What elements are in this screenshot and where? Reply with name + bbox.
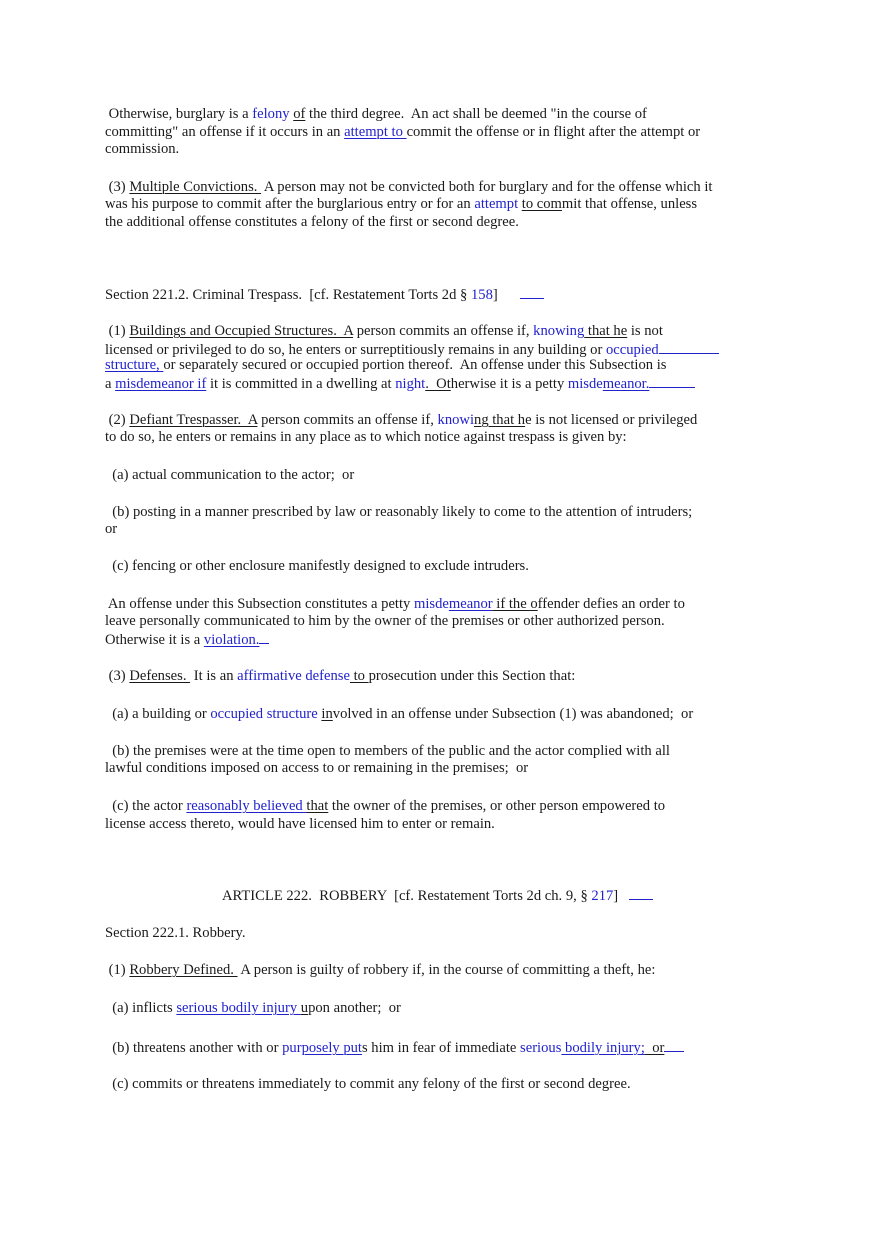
robbery-item-b: (b) threatens another with or purposely puts him in fear of immediate serious bodily injury; or	[105, 1038, 684, 1057]
defiant-title: Defiant Trespasser. A	[129, 412, 258, 428]
link-attempt-2[interactable]: attempt	[474, 196, 522, 212]
link-torts-217[interactable]: 217	[591, 888, 614, 904]
link-reasonably-believed[interactable]: reasonably believed	[186, 798, 307, 814]
link-purposely[interactable]: pur	[282, 1040, 302, 1056]
defiant-item-c: (c) fencing or other enclosure manifestly designed to exclude intruders.	[105, 558, 529, 574]
link-affirmative-defense[interactable]: affirmative defense	[237, 668, 350, 684]
link-rule	[649, 374, 695, 388]
defenses-item-c-line-2: license access thereto, would have licensed him to enter or remain.	[105, 816, 495, 832]
defiant-item-b-line-2: or	[105, 521, 118, 537]
defiant-closing-line-1: An offense under this Subsection constitutes a petty misdemeanor if the offender defies an order to	[105, 596, 685, 612]
multiple-convictions-line-2: was his purpose to commit after the burglarious entry or for an attempt to commit that offense, unless	[105, 196, 698, 212]
defenses-title: Defenses.	[129, 668, 191, 684]
link-petty-misdemeanor[interactable]: misde	[567, 376, 603, 392]
link-misdemeanor[interactable]: misdemeanor if	[115, 376, 207, 392]
multiple-convictions-title: Multiple Convictions.	[129, 179, 262, 195]
robbery-item-a: (a) inflicts serious bodily injury upon another; or	[105, 1000, 401, 1016]
buildings-title: Buildings and Occupied Structures. A	[129, 323, 354, 339]
defenses-item-c-line-1: (c) the actor reasonably believed that the owner of the premises, or other person empowered to	[105, 798, 666, 814]
link-violation[interactable]: violation.	[203, 632, 260, 648]
link-rule	[664, 1038, 684, 1052]
link-torts-158[interactable]: 158	[470, 287, 493, 303]
burglary-paragraph-line-1: Otherwise, burglary is a felony of the third degree. An act shall be deemed "in the course of	[105, 106, 647, 122]
burglary-paragraph-line-3: commission.	[105, 141, 180, 157]
section-221-2-heading: Section 221.2. Criminal Trespass. [cf. Restatement Torts 2d § 158]	[105, 285, 544, 304]
link-structure[interactable]: structure,	[105, 357, 164, 373]
defiant-item-b-line-1: (b) posting in a manner prescribed by law or reasonably likely to come to the attention of intruders;	[105, 504, 693, 520]
link-rule	[629, 886, 653, 900]
buildings-line-3: structure, or separately secured or occupied portion thereof. An offense under this Subsection is	[105, 357, 667, 373]
buildings-line-4: a misdemeanor if it is committed in a dwelling at night. Otherwise it is a petty misdemeanor.	[105, 374, 695, 393]
link-attempt[interactable]: attempt to	[344, 124, 407, 140]
defiant-item-a: (a) actual communication to the actor; or	[105, 467, 355, 483]
section-222-1-heading: Section 222.1. Robbery.	[105, 925, 246, 941]
link-rule	[259, 630, 269, 644]
buildings-line-1: (1) Buildings and Occupied Structures. A person commits an offense if, knowing that he is not	[105, 323, 663, 339]
defenses-item-b-line-2: lawful conditions imposed on access to or remaining in the premises; or	[105, 760, 529, 776]
link-knowing-2[interactable]: knowi	[437, 412, 475, 428]
link-rule	[520, 285, 544, 299]
link-occupied[interactable]: occupied	[605, 342, 659, 358]
robbery-item-c: (c) commits or threatens immediately to commit any felony of the first or second degree.	[105, 1076, 631, 1092]
defiant-closing-line-3: Otherwise it is a violation.	[105, 630, 269, 649]
link-knowing[interactable]: knowing	[533, 323, 585, 339]
link-night[interactable]: night	[395, 376, 426, 392]
defiant-line-2: to do so, he enters or remains in any place as to which notice against trespass is given by:	[105, 429, 627, 445]
multiple-convictions-line-1: (3) Multiple Convictions. A person may not be convicted both for burglary and for the offense which it	[105, 179, 713, 195]
defenses-item-b-line-1: (b) the premises were at the time open to members of the public and the actor complied with all	[105, 743, 670, 759]
multiple-convictions-line-3: the additional offense constitutes a felony of the first or second degree.	[105, 214, 519, 230]
link-felony[interactable]: felony	[252, 106, 294, 122]
defenses-line-1: (3) Defenses. It is an affirmative defense to prosecution under this Section that:	[105, 668, 576, 684]
defiant-closing-line-2: leave personally communicated to him by the owner of the premises or other authorized person.	[105, 613, 665, 629]
link-occupied-structure[interactable]: occupied structure	[210, 706, 322, 722]
article-222-heading: ARTICLE 222. ROBBERY [cf. Restatement Torts 2d ch. 9, § 217]	[222, 886, 653, 905]
robbery-defined-title: Robbery Defined.	[129, 962, 238, 978]
buildings-line-2: licensed or privileged to do so, he enters or surreptitiously remains in any building or occupied	[105, 340, 719, 359]
defiant-line-1: (2) Defiant Trespasser. A person commits an offense if, knowing that he is not licensed or privileged	[105, 412, 698, 428]
link-rule	[659, 340, 719, 354]
robbery-defined-line: (1) Robbery Defined. A person is guilty of robbery if, in the course of committing a theft, he:	[105, 962, 656, 978]
link-serious-bodily-injury[interactable]: serious bodily injury	[176, 1000, 301, 1016]
link-petty-misdemeanor-2[interactable]: misde	[414, 596, 449, 612]
burglary-paragraph-line-2: committing" an offense if it occurs in an attempt to commit the offense or in flight after the attempt or	[105, 124, 701, 140]
link-serious-bodily-injury-2[interactable]: serious	[520, 1040, 562, 1056]
defenses-item-a: (a) a building or occupied structure involved in an offense under Subsection (1) was abandoned; or	[105, 706, 694, 722]
